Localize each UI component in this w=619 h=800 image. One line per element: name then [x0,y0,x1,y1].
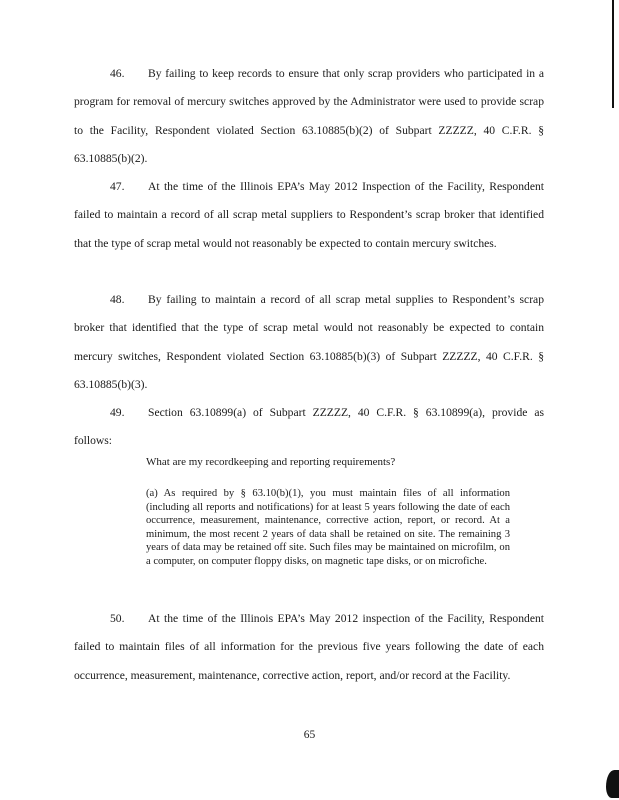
paragraph-text: By failing to maintain a record of all scrap metal supplies to Respondent’s scrap broker that identified that the type of scrap metal would not reasonably be expected to contain mercury switches, Respondent violated Section 63.10885(b)(3) of Subpart ZZZZZ, 40 C.F.R. § 63.10885(b)(3). [74,293,544,391]
paragraph-text: At the time of the Illinois EPA’s May 2012 Inspection of the Facility, Respondent failed to maintain a record of all scrap metal suppliers to Respondent’s scrap broker that identified that the type of scrap metal would not reasonably be expected to contain mercury switches. [74,180,544,250]
block-quote: (a) As required by § 63.10(b)(1), you must maintain files of all information (including all reports and notifications) for at least 5 years following the date of each occurrence, measurement, maintenance, corrective action, report, or record. At a minimum, the most recent 2 years of data shall be retained on site. The remaining 3 years of data may be retained off site. Such files may be maintained on microfilm, on a computer, on computer floppy disks, on magnetic tape disks, or on microfiche. [146,488,510,567]
paragraph-49 [74,399,544,456]
paragraph-number: 49. [110,406,125,419]
paragraph-text: At the time of the Illinois EPA’s May 2012 inspection of the Facility, Respondent failed to maintain files of all information for the previous five years following the date of each occurrence, measurement, maintenance, corrective action, report, and/or record at the Facility. [74,612,544,682]
paragraph-number: 50. [110,612,125,625]
scan-corner-mark [606,770,619,798]
paragraph-text: By failing to keep records to ensure that only scrap providers who participated in a program for removal of mercury switches approved by the Administrator were used to provide scrap to the Facility, Respondent violated Section 63.10885(b)(2) of Subpart ZZZZZ, 40 C.F.R. § 63.10885(b)(2). [74,67,544,165]
page-number: 65 [303,729,316,741]
paragraph-46 [74,60,544,173]
paragraph-47 [74,173,544,258]
paragraph-number: 47. [110,180,125,193]
paragraph-number: 46. [110,67,125,80]
scan-edge-line [612,0,614,108]
paragraph-number: 48. [110,293,125,306]
paragraph-text: Section 63.10899(a) of Subpart ZZZZZ, 40 C.F.R. § 63.10899(a), provide as follows: [74,406,544,448]
quote-heading: What are my recordkeeping and reporting requirements? [146,456,396,468]
paragraph-48 [74,286,544,399]
paragraph-50 [74,605,544,690]
